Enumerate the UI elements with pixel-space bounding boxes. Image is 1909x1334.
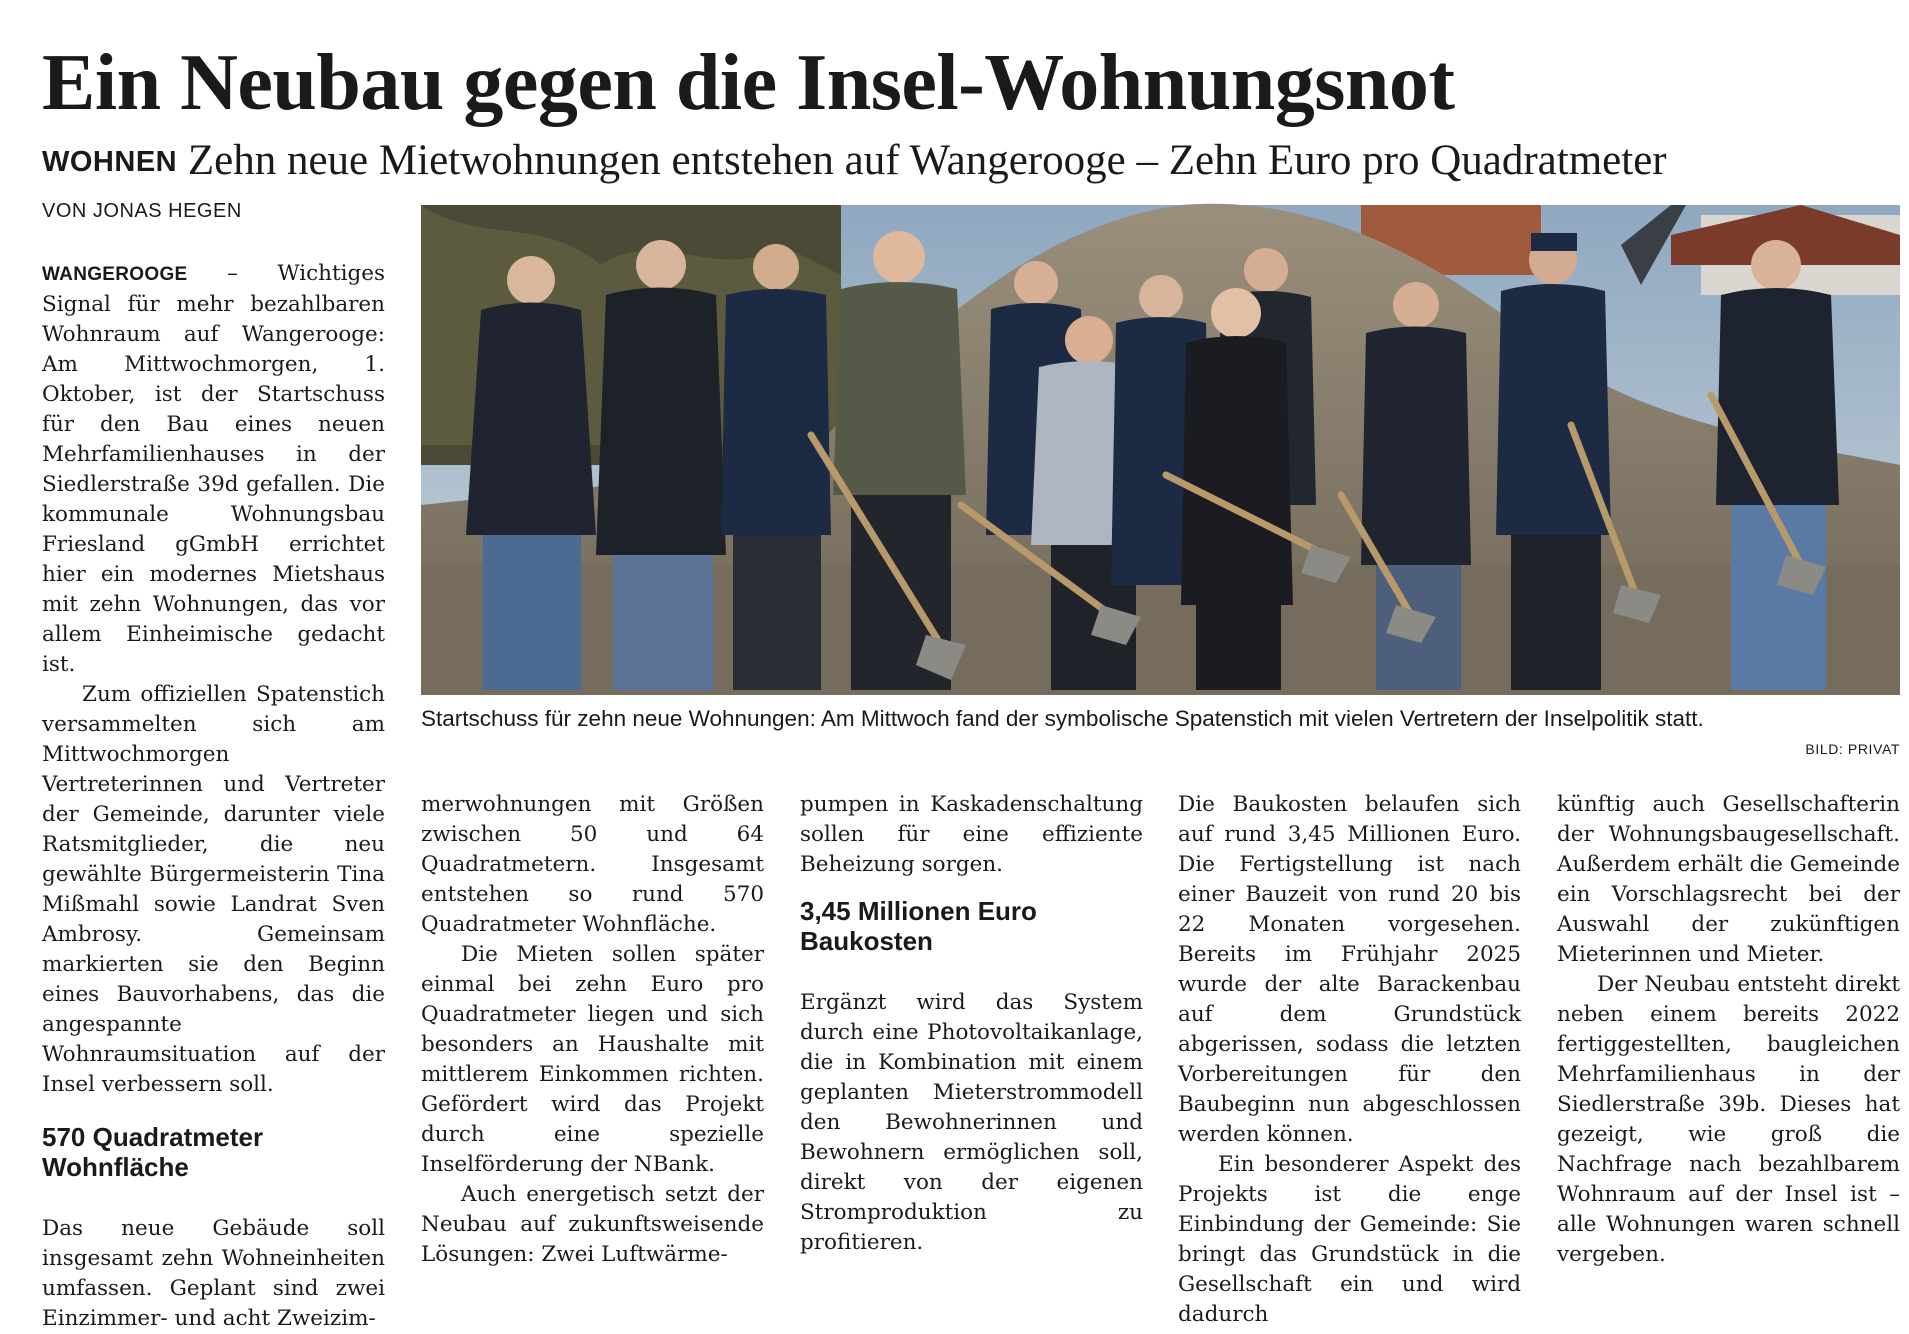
subhead-wohnflaeche: 570 Quadratmeter Wohnfläche xyxy=(42,1122,264,1182)
paragraph: Die Mieten sollen später einmal bei zehn Euro pro Quadratmeter liegen und sich besonders an Haushalte mit mittlerem Einkommen richten. Gefördert wird das Projekt durch eine spezielle Inselförderung der NBank. xyxy=(421,942,764,1177)
headline: Ein Neubau gegen die Insel-Wohnungsnot xyxy=(42,39,1455,127)
subhead-baukosten: 3,45 Millionen Euro Baukosten xyxy=(800,896,1037,956)
paragraph: künftig auch Gesellschafterin der Wohnungsbaugesellschaft. Außerdem erhält die Gemeinde ein Vorschlagsrecht bei der Auswahl der zukünftigen Mieterinnen und Mieter. xyxy=(1557,792,1900,967)
dateline: WANGEROOGE xyxy=(42,264,188,285)
kicker: WOHNEN xyxy=(42,146,178,178)
paragraph: Auch energetisch setzt der Neubau auf zukunftsweisende Lösungen: Zwei Luftwärme- xyxy=(421,1182,764,1267)
paragraph: Der Neubau entsteht direkt neben einem bereits 2022 fertiggestellten, baugleichen Mehrfamilienhaus in der Siedlerstraße 39b. Dieses hat gezeigt, wie groß die Nachfrage nach bezahlbarem Wohnraum auf der Insel ist – alle Wohnungen waren schnell vergeben. xyxy=(1557,972,1900,1267)
paragraph: Zum offiziellen Spatenstich versammelten sich am Mittwochmorgen Vertreterinnen und Vertreter der Gemeinde, darunter viele Ratsmitglieder, die neu gewählte Bürgermeisterin Tina Mißmahl sowie Landrat Sven Ambrosy. Gemeinsam markierten sie den Beginn eines Bauvorhabens, das die angespannte Wohnraumsituation auf der Insel verbessern soll. xyxy=(42,682,385,1097)
paragraph: merwohnungen mit Größen zwischen 50 und 64 Quadratmetern. Insgesamt entstehen so rund 570 Quadratmeter Wohnfläche. xyxy=(421,792,764,937)
paragraph: pumpen in Kaskadenschaltung sollen für eine effiziente Beheizung sorgen. xyxy=(800,792,1143,877)
article-column-5 xyxy=(1557,790,1900,1270)
article-column-3 xyxy=(800,790,1143,1258)
paragraph-text: – Wichtiges Signal für mehr bezahlbaren Wohnraum auf Wangerooge: Am Mittwochmorgen, 1. Oktober, ist der Startschuss für den Bau eines neuen Mehrfamilienhauses in der Siedlerstraße 39d gefallen. Die kommunale Wohnungsbau Friesland gGmbH errichtet hier ein modernes Mietshaus mit zehn Wohnungen, das vor allem Einheimische gedacht ist. xyxy=(42,261,385,677)
paragraph: Ergänzt wird das System durch eine Photovoltaikanlage, die in Kombination mit einem geplanten Mieterstrommodell den Bewohnerinnen und Bewohnern ermöglichen soll, direkt von der eigenen Stromproduktion zu profitieren. xyxy=(800,990,1143,1255)
byline: VON JONAS HEGEN xyxy=(42,200,242,222)
paragraph: Das neue Gebäude soll insgesamt zehn Wohneinheiten umfassen. Geplant sind zwei Einzimmer- und acht Zweizim- xyxy=(42,1216,385,1331)
paragraph: Die Baukosten belaufen sich auf rund 3,45 Millionen Euro. Die Fertigstellung ist nach einer Bauzeit von rund 20 bis 22 Monaten vorgesehen. Bereits im Frühjahr 2025 wurde der alte Barackenbau auf dem Grundstück abgerissen, sodass die letzten Vorbereitungen für den Baubeginn nun abgeschlossen werden können. xyxy=(1178,792,1521,1147)
subheadline-row xyxy=(42,135,1902,188)
subheadline: Zehn neue Mietwohnungen entstehen auf Wangerooge – Zehn Euro pro Quadratmeter xyxy=(187,137,1667,184)
article-column-2 xyxy=(421,790,764,1270)
photo-caption: Startschuss für zehn neue Wohnungen: Am Mittwoch fand der symbolische Spatenstich mit vielen Vertretern der Inselpolitik statt. xyxy=(421,706,1704,731)
paragraph xyxy=(42,259,385,680)
paragraph: Ein besonderer Aspekt des Projekts ist die enge Einbindung der Gemeinde: Sie bringt das Grundstück in die Gesellschaft ein und wird dadurch xyxy=(1178,1152,1521,1327)
article-column-1 xyxy=(42,259,385,1334)
article-column-4 xyxy=(1178,790,1521,1330)
article-photo xyxy=(421,205,1900,695)
groundbreaking-photo-illustration xyxy=(421,205,1900,695)
photo-credit: BILD: PRIVAT xyxy=(1805,741,1900,757)
